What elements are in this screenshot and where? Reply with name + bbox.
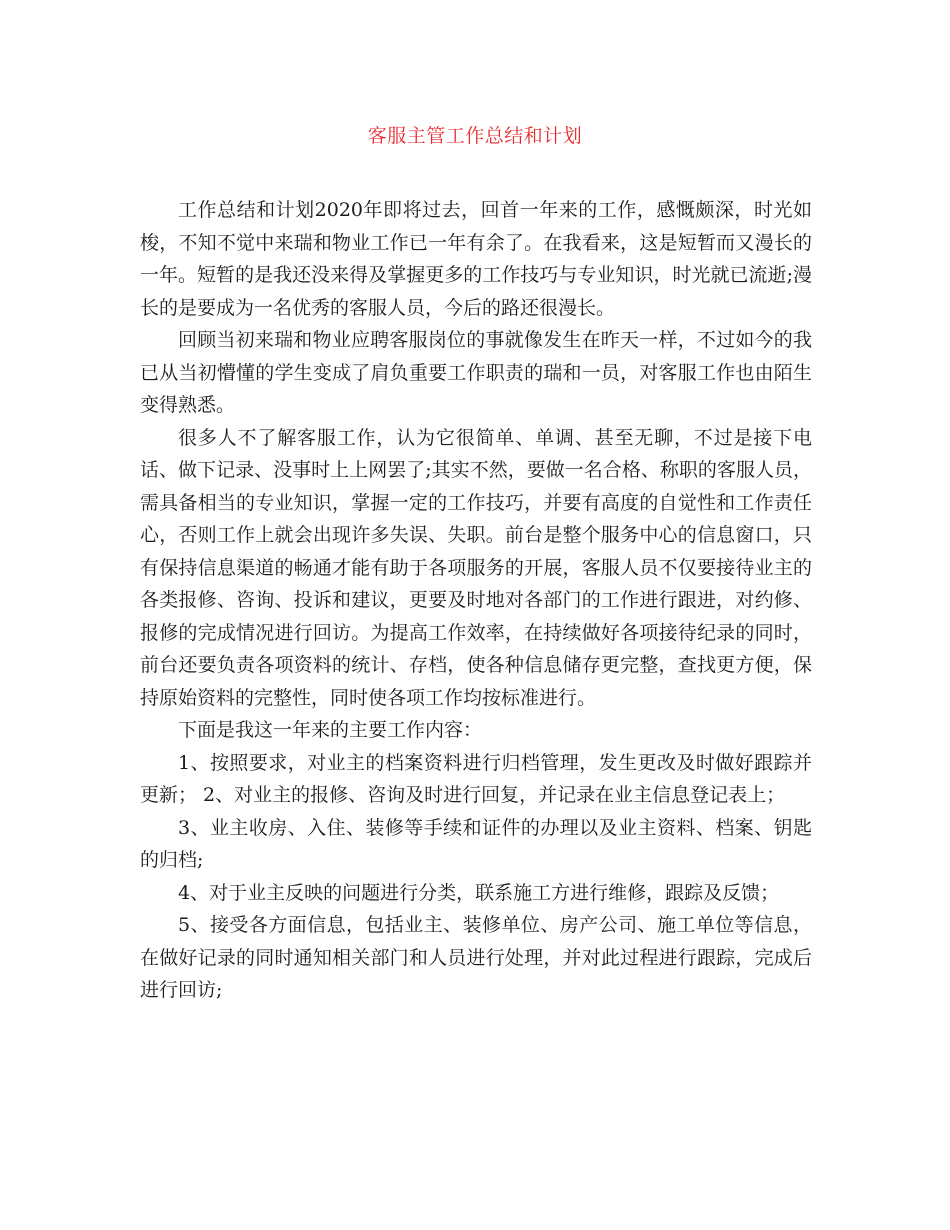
paragraph-3: 很多人不了解客服工作，认为它很简单、单调、甚至无聊，不过是接下电话、做下记录、没事时上上网罢了;其实不然，要做一名合格、称职的客服人员，需具备相当的专业知识，掌握一定的工作技巧，并要有高度的自觉性和工作责任心，否则工作上就会出现许多失误、失职。前台是整个服务中心的信息窗口，只有保持信息渠道的畅通才能有助于各项服务的开展，客服人员不仅要接待业主的各类报修、咨询、投诉和建议，更要及时地对各部门的工作进行跟进，对约修、报修的完成情况进行回访。为提高工作效率，在持续做好各项接待纪录的同时，前台还要负责各项资料的统计、存档，使各种信息储存更完整，查找更方便，保持原始资料的完整性，同时使各项工作均按标准进行。 <box>140 426 812 709</box>
document-body <box>140 194 812 1007</box>
list-item-4: 4、对于业主反映的问题进行分类，联系施工方进行维修，跟踪及反馈； <box>178 881 780 904</box>
list-item-5: 5、接受各方面信息，包括业主、装修单位、房产公司、施工单位等信息，在做好记录的同时通知相关部门和人员进行处理，并对此过程进行跟踪，完成后进行回访; <box>140 914 812 1001</box>
paragraph-1: 工作总结和计划2020年即将过去，回首一年来的工作，感慨颇深，时光如梭，不知不觉中来瑞和物业工作已一年有余了。在我看来，这是短暂而又漫长的一年。短暂的是我还没来得及掌握更多的工作技巧与专业知识，时光就已流逝;漫长的是要成为一名优秀的客服人员，今后的路还很漫长。 <box>140 199 812 319</box>
paragraph-4: 下面是我这一年来的主要工作内容： <box>178 719 483 741</box>
document-title: 客服主管工作总结和计划 <box>367 125 583 147</box>
paragraph-2: 回顾当初来瑞和物业应聘客服岗位的事就像发生在昨天一样，不过如今的我已从当初懵懂的学生变成了肩负重要工作职责的瑞和一员，对客服工作也由陌生变得熟悉。 <box>140 329 812 416</box>
list-item-1-2: 1、按照要求，对业主的档案资料进行归档管理，发生更改及时做好跟踪并更新； 2、对业主的报修、咨询及时进行回复，并记录在业主信息登记表上； <box>140 751 812 806</box>
list-item-3: 3、业主收房、入住、装修等手续和证件的办理以及业主资料、档案、钥匙的归档; <box>140 816 812 871</box>
